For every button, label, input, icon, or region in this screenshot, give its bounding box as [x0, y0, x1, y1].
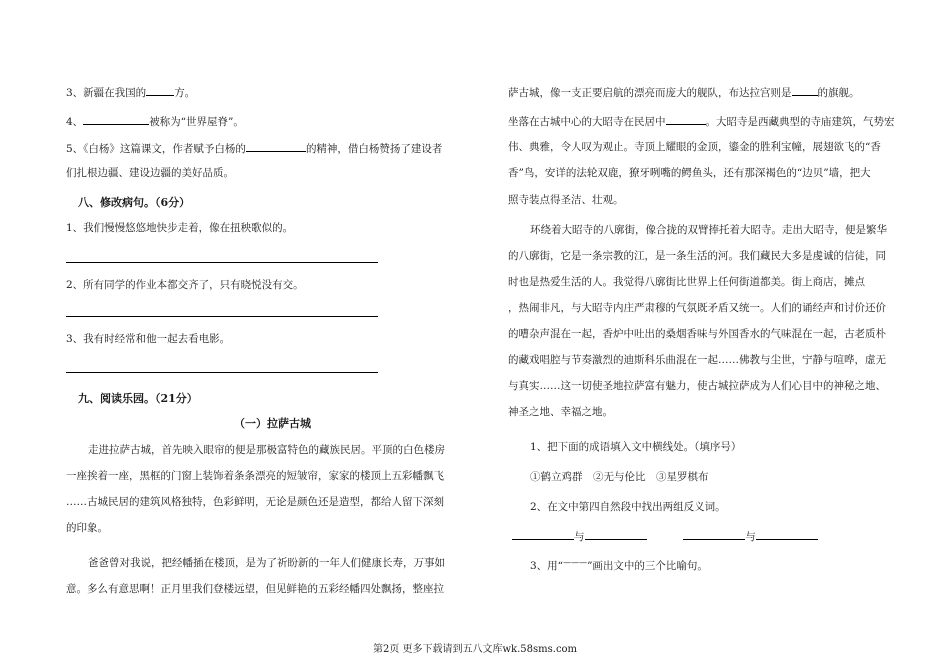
- paragraph-line: 与真实……这一切使圣地拉萨富有魅力，使古城拉萨成为人们心目中的神秘之地、: [508, 380, 886, 392]
- text-span: 的旗舰。: [817, 87, 860, 99]
- reading-question-2: 2、在文中第四自然段中找出两组反义词。: [530, 501, 726, 513]
- answer-blank: [246, 140, 306, 152]
- answer-blank: [585, 528, 647, 540]
- question-text: 的精神，借白杨赞扬了建设者: [305, 143, 443, 155]
- text-span: 与: [574, 531, 585, 543]
- page-footer: 第2页 更多下载请到五八文库wk.58sms.com: [372, 644, 578, 655]
- question-text: 5、《白杨》这篇课文，作者赋予白杨的: [66, 143, 246, 155]
- underline-mark: ———: [563, 558, 588, 567]
- paragraph-line: 香”鸟，安详的法轮双鹿，獠牙咧嘴的鳄鱼头，还有那深褐色的“边贝”墙，把大: [508, 167, 871, 179]
- question-text: 3、新疆在我国的: [66, 87, 147, 99]
- paragraph-line: 爸爸曾对我说，把经幡插在楼顶，是为了祈盼新的一年人们健康长寿，万事如: [88, 557, 445, 569]
- text-span: 与: [745, 531, 756, 543]
- paragraph-line: 的嘈杂声混在一起，香炉中吐出的桑烟香味与外国香水的气味混在一起，古老质朴: [508, 328, 886, 340]
- text-span: 坐落在古城中心的大昭寺在民居中: [508, 116, 666, 128]
- paragraph-line: 照寺装点得圣洁、壮观。: [508, 194, 624, 206]
- section-9-title: 九、阅读乐园。（21分）: [78, 392, 198, 405]
- paragraph-line: 的印象。: [66, 522, 108, 534]
- paragraph-line: 的八廓街，它是一条宗教的江，是一条生活的河。我们藏民大多是虔诚的信徒，同: [508, 250, 886, 262]
- answer-blank: [756, 528, 818, 540]
- reading-title: （一）拉萨古城: [234, 417, 311, 430]
- text-span: 萨古城，像一支正要启航的漂亮而庞大的舰队，布达拉宫则是: [508, 87, 792, 99]
- paragraph-line: ……古城民居的建筑风格独特，色彩鲜明，无论是颜色还是造型，都给人留下深刻: [66, 496, 444, 508]
- question-text: 方。: [174, 87, 196, 99]
- answer-blank: [512, 528, 574, 540]
- text-span: ”画出文中的三个比喻句。: [587, 560, 708, 572]
- paragraph-line: 走进拉萨古城，首先映入眼帘的便是那极富特色的藏族民居。平顶的白色楼房: [88, 444, 445, 456]
- paragraph-line: 环绕着大昭寺的八廓街，像合拢的双臂捧托着大昭寺。走出大昭寺，便是繁华: [530, 224, 887, 236]
- text-span: 。大昭寺是西藏典型的寺庙建筑，气势宏: [705, 116, 895, 128]
- answer-line: [66, 316, 378, 317]
- question-text: 被称为“世界屋脊”。: [149, 116, 244, 128]
- paragraph-line: [508, 84, 860, 100]
- paragraph-line: 的藏戏唱腔与节奏激烈的迪斯科乐曲混在一起……佛教与尘世，宁静与喧哗，虚无: [508, 354, 886, 366]
- answer-blank: [666, 113, 706, 125]
- paragraph-line: 时也是热爱生活的人。我觉得八廓街比世界上任何街道都美。街上商店，摊点: [508, 276, 865, 288]
- section-8-title: 八、修改病句。（6分）: [78, 196, 191, 209]
- question-number: 4、: [66, 116, 84, 128]
- answer-blank: [792, 84, 818, 96]
- text-span: 3、用“: [530, 560, 564, 572]
- paragraph-line: 一座挨着一座，黑框的门窗上装饰着条条漂亮的短皱帘，家家的楼顶上五彩幡飘飞: [66, 470, 444, 482]
- fill-question-3: [66, 84, 195, 100]
- answer-blank: [146, 84, 174, 96]
- fill-question-5: [66, 140, 442, 156]
- answer-blank: [683, 528, 745, 540]
- question-text: 们扎根边疆、建设边疆的美好品质。: [66, 167, 234, 179]
- reading-question-3: [530, 556, 708, 573]
- fill-question-4: [66, 113, 244, 129]
- answer-line: [66, 262, 378, 263]
- paragraph-line: [508, 113, 895, 129]
- paragraph-line: 意。多么有意思啊！正月里我们登楼远望，但见鲜艳的五彩经幡四处飘扬，整座拉: [66, 583, 444, 595]
- antonym-blanks: [512, 528, 818, 544]
- paragraph-line: 伟、典雅，令人叹为观止。寺顶上耀眼的金顶，鎏金的胜利宝幢，展翅欲飞的“香: [508, 141, 881, 153]
- reading-question-1: 1、把下面的成语填入文中横线处。（填序号）: [530, 441, 742, 453]
- sentence-item: 2、所有同学的作业本都交齐了，只有晓悦没有交。: [66, 279, 304, 291]
- paragraph-line: 神圣之地、幸福之地。: [508, 406, 613, 418]
- paragraph-line: ，热闹非凡，与大昭寺内庄严肃穆的气氛既矛盾又统一。人们的诵经声和讨价还价: [508, 302, 886, 314]
- sentence-item: 3、我有时经常和他一起去看电影。: [66, 333, 231, 345]
- answer-blank: [83, 113, 149, 125]
- sentence-item: 1、我们慢慢悠悠地快步走着，像在扭秧歌似的。: [66, 222, 294, 234]
- idiom-options: ①鹤立鸡群 ②无与伦比 ③星罗棋布: [530, 471, 709, 483]
- answer-line: [66, 372, 378, 373]
